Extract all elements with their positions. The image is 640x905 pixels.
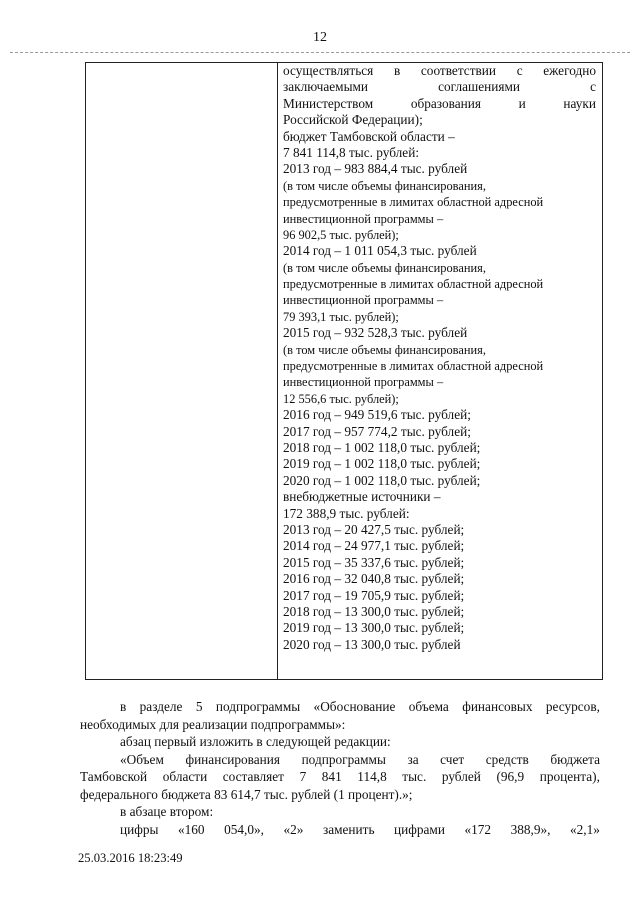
- table-line: (в том числе объемы финансирования,: [283, 260, 486, 275]
- word: соглашениями: [438, 79, 521, 95]
- word: Министерством: [283, 95, 374, 111]
- table-line: 2014 год – 24 977,1 тыс. рублей;: [283, 538, 465, 554]
- table-line: 2016 год – 32 040,8 тыс. рублей;: [283, 571, 465, 587]
- table-column-divider: [277, 63, 278, 679]
- word: «2,1»: [570, 821, 600, 837]
- table-line: 12 556,6 тыс. рублей);: [283, 391, 399, 406]
- table-line: инвестиционной программы –: [283, 211, 444, 226]
- funding-lines: [283, 112, 596, 653]
- word: разделе: [139, 699, 183, 714]
- table-line: 2016 год – 949 519,6 тыс. рублей;: [283, 407, 471, 423]
- table-justified-line: [283, 79, 596, 95]
- table-line: предусмотренные в лимитах областной адресной: [283, 195, 544, 210]
- word: за: [407, 751, 419, 767]
- table-line: 2020 год – 13 300,0 тыс. рублей: [283, 636, 461, 652]
- word: области: [162, 769, 208, 784]
- word: «160: [177, 821, 205, 837]
- table-line: предусмотренные в лимитах областной адресной: [283, 277, 544, 292]
- table-justified-line: [283, 63, 596, 79]
- table-line: 2015 год – 932 528,3 тыс. рублей: [283, 325, 468, 341]
- word: финансовых: [462, 699, 533, 714]
- page-number: 12: [313, 30, 327, 45]
- table-line: 2015 год – 35 337,6 тыс. рублей;: [283, 554, 465, 570]
- table-line: 2017 год – 19 705,9 тыс. рублей;: [283, 587, 465, 603]
- word: Тамбовской: [80, 769, 148, 784]
- page-separator: [10, 52, 630, 53]
- word: ежегодно: [543, 63, 596, 78]
- table-line: Российской Федерации);: [283, 112, 423, 128]
- table-line: 2013 год – 20 427,5 тыс. рублей;: [283, 521, 465, 537]
- word: в: [393, 63, 401, 78]
- table-line: предусмотренные в лимитах областной адресной: [283, 359, 544, 374]
- word: «Обоснование: [313, 699, 396, 714]
- word: цифрами: [394, 821, 445, 837]
- table-line: бюджет Тамбовской области –: [283, 128, 455, 144]
- word: образования: [410, 95, 481, 111]
- table-line: 2017 год – 957 774,2 тыс. рублей;: [283, 423, 471, 439]
- document-body: [80, 698, 600, 838]
- word: соответствии: [420, 63, 497, 78]
- word: с: [516, 63, 523, 78]
- word: подпрограммы: [301, 751, 386, 767]
- word: рублей: [441, 769, 481, 784]
- table-line: 2018 год – 13 300,0 тыс. рублей;: [283, 603, 465, 619]
- table-line: 2019 год – 1 002 118,0 тыс. рублей;: [283, 456, 481, 472]
- word: счет: [440, 751, 465, 767]
- table-line: 2019 год – 13 300,0 тыс. рублей;: [283, 620, 465, 636]
- table-line: 172 388,9 тыс. рублей:: [283, 505, 410, 521]
- table-line: инвестиционной программы –: [283, 293, 444, 308]
- word: 7: [299, 769, 307, 784]
- word: 388,9»,: [510, 821, 551, 837]
- table-justified-line: [283, 96, 596, 112]
- section-intro-continuation: необходимых для реализации подпрограммы»:: [80, 716, 346, 732]
- budget-table: [85, 62, 603, 680]
- quote-line-2: [80, 768, 600, 786]
- word: цифры: [120, 821, 159, 837]
- paragraph-second: в абзаце втором:: [120, 804, 214, 819]
- word: «2»: [283, 821, 304, 837]
- table-line: инвестиционной программы –: [283, 375, 444, 390]
- word: финансирования: [185, 751, 280, 767]
- replacement-line: [80, 821, 600, 839]
- word: 5: [195, 699, 203, 714]
- word: осуществляться: [283, 63, 374, 78]
- word: бюджета: [550, 751, 600, 767]
- timestamp-stamp: 25.03.2016 18:23:49: [78, 851, 183, 865]
- word: средств: [485, 751, 529, 767]
- table-right-cell: [283, 63, 596, 653]
- table-line: внебюджетные источники –: [283, 489, 441, 505]
- word: составляет: [222, 769, 284, 784]
- table-line: 2018 год – 1 002 118,0 тыс. рублей;: [283, 439, 481, 455]
- table-line: 2014 год – 1 011 054,3 тыс. рублей: [283, 243, 477, 259]
- word: с: [590, 79, 596, 95]
- word: подпрограммы: [215, 699, 301, 714]
- word: 114,8: [357, 769, 387, 784]
- word: 841: [321, 769, 342, 784]
- paragraph-instruction: абзац первый изложить в следующей редакции:: [120, 734, 391, 749]
- word: в: [120, 699, 127, 714]
- word: «Объем: [120, 751, 164, 767]
- table-line: 2013 год – 983 884,4 тыс. рублей: [283, 161, 468, 177]
- table-line: 96 902,5 тыс. рублей);: [283, 227, 399, 242]
- table-line: 2020 год – 1 002 118,0 тыс. рублей;: [283, 472, 481, 488]
- word: науки: [563, 95, 596, 111]
- word: «172: [464, 821, 492, 837]
- table-line: (в том числе объемы финансирования,: [283, 178, 486, 193]
- table-line: (в том числе объемы финансирования,: [283, 342, 486, 357]
- quote-line-1: [80, 751, 600, 769]
- word: тыс.: [402, 769, 427, 784]
- table-line: 7 841 114,8 тыс. рублей:: [283, 144, 420, 160]
- word: ресурсов,: [545, 699, 600, 714]
- table-line: 79 393,1 тыс. рублей);: [283, 309, 399, 324]
- word: (96,9: [496, 769, 525, 784]
- word: процента),: [539, 769, 600, 784]
- word: и: [518, 95, 526, 111]
- section-intro-line: [80, 698, 600, 716]
- justified-lines: [283, 63, 596, 112]
- word: объема: [408, 699, 449, 714]
- quote-line-3: федерального бюджета 83 614,7 тыс. рублей (1 процент).»;: [80, 786, 413, 802]
- word: заменить: [322, 821, 375, 837]
- word: 054,0»,: [224, 821, 264, 837]
- word: заключаемыми: [283, 79, 369, 95]
